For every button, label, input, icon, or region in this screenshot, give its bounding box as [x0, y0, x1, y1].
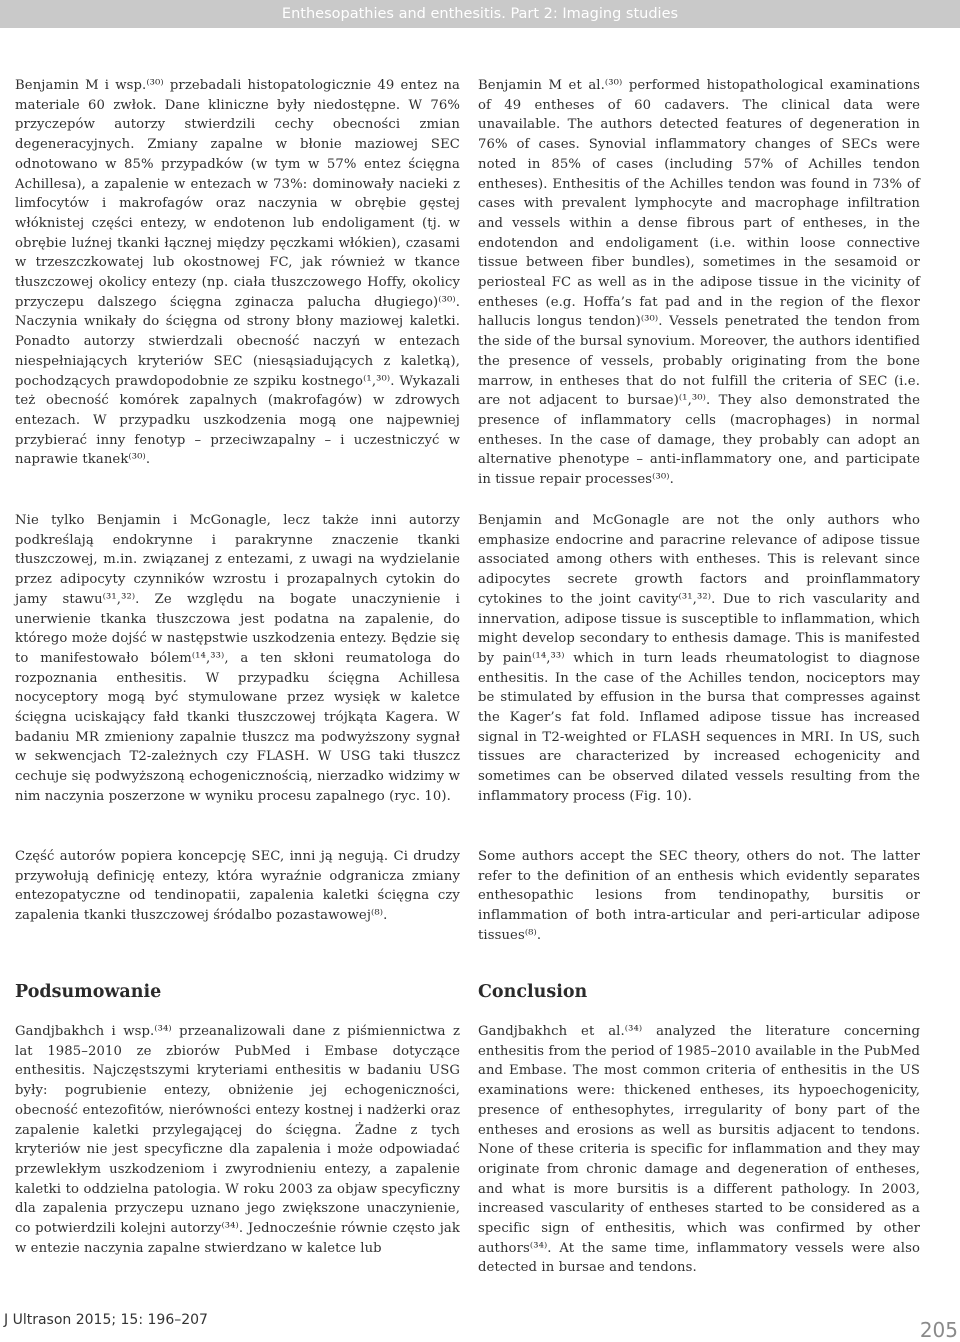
- english-paragraph-3: Some authors accept the SEC theory, others do not. The latter refer to the definition of an enthesis which evidently separates enthesopathic lesions from tendinopathy, bursitis or inflammation of both intra-articular and peri-articular adipose tissues⁽⁸⁾.: [478, 849, 920, 943]
- page-number: 205: [919, 1318, 958, 1342]
- polish-paragraph-3: Część autorów popiera koncepcję SEC, inni ją negują. Ci drudzy przywołują definicję entezy, która wyraźnie odgranicza zmiany entezopatyczne od tendinopatii, zapalenia kaletki ścięgna czy zapalenia tkanki tłuszczowej śródalbo pozastawowej⁽⁸⁾.: [15, 849, 460, 924]
- running-header: Enthesopathies and enthesitis. Part 2: Imaging studies: [0, 0, 960, 28]
- polish-paragraph-4: Gandjbakhch i wsp.⁽³⁴⁾ przeanalizowali dane z piśmiennictwa z lat 1985–2010 ze zbiorów PubMed i Embase dotyczące enthesitis. Najczęstszymi kryteriami enthesitis w badaniu USG były: pogrubienie entezy, obniżenie jej echogeniczności, obecność entezofitów, nierówności entezy kostnej i nadżerki oraz zapalenie kaletki przylegającej do ścięgna. Żadne z tych kryteriów nie jest specyficzne dla zapalenia i może odpowiadać przewlekłym uszkodzeniom i zwyrodnieniu entezy, a zapalenie kaletki to oddzielna patologia. W roku 2003 za objaw specyficzny dla zapalenia przyczepu uznano jego zwiększone unaczynienie, co potwierdzili kolejni autorzy⁽³⁴⁾. Jednocześnie równie często jak w entezie naczynia zapalne stwierdzano w kaletce lub: [15, 1024, 460, 1256]
- journal-citation: J Ultrason 2015; 15: 196–207: [4, 1312, 208, 1328]
- polish-paragraph-2: Nie tylko Benjamin i McGonagle, lecz także inni autorzy podkreślają endokrynne i parakrynne znaczenie tkanki tłuszczowej, m.in. związanej z entezami, z uwagi na wydzielanie przez adipocyty czynników wzrostu i prozapalnych cytokin do jamy stawu⁽³¹,³²⁾. Ze względu na bogate unaczynienie i unerwienie tkanka tłuszczowa jest podatna na zapalenie, do którego może dojść w następstwie uszkodzenia entezy. Będzie się to manifestowało bólem⁽¹⁴,³³⁾, a ten skłoni reumatologa do rozpoznania enthesitis. W przypadku ścięgna Achillesa nocyceptory mogą być stymulowane przez wysięk w kaletce ścięgna uciskający fałd tkanki tłuszczowej trójkąta Kagera. W badaniu MR zmieniony zapalnie tłuszcz ma podwyższony sygnał w sekwencjach T2-zależnych czy FLASH. W USG taki tłuszcz cechuje się podwyższoną echogenicznością, nierzadko widzimy w nim naczynia poszerzone w wyniku procesu zapalnego (ryc. 10).: [15, 513, 460, 804]
- section-heading-conclusion: Conclusion: [478, 982, 588, 1002]
- section-heading-podsumowanie: Podsumowanie: [15, 982, 162, 1002]
- english-paragraph-2: Benjamin and McGonagle are not the only authors who emphasize endocrine and paracrine relevance of adipose tissue associated among others with entheses. This is relevant since adipocytes secrete growth factors and proinflammatory cytokines to the joint cavity⁽³¹,³²⁾. Due to rich vascularity and innervation, adipose tissue is susceptible to inflammation, which might develop secondary to enthesis damage. This is manifested by pain⁽¹⁴,³³⁾ which in turn leads rheumatologist to diagnose enthesitis. In the case of the Achilles tendon, nociceptors may be stimulated by effusion in the bursa that compresses against the Kager’s fat fold. Inflamed adipose tissue has increased signal in T2-weighted or FLASH sequences in MRI. In US, such tissues are characterized by increased echogenicity and sometimes can be observed dilated vessels resulting from the inflammatory process (Fig. 10).: [478, 513, 920, 804]
- polish-paragraph-1: Benjamin M i wsp.⁽³⁰⁾ przebadali histopatologicznie 49 entez na materiale 60 zwłok. Dane kliniczne były niedostępne. W 76% przyczepów autorzy stwierdzili cechy obecności zmian degeneracyjnych. Zmiany zapalne w błonie maziowej SEC odnotowano w 85% przypadków (w tym w 57% entez ścięgna Achillesa), a zapalenie w entezach w 73%: dominowały nacieki z limfocytów i makrofagów oraz naczynia w obrębie gęstej włóknistej części entezy, w endotenon lub endoligament (tj. w obrębie luźnej tkanki łącznej między pęczkami włókien), czasami w trzeszczkowatej lub okostnowej FC, jak również w tkance tłuszczowej okolicy entezy (np. ciała tłuszczowego Hoffy, okolicy przyczepu dalszego ścięgna zginacza palucha długiego)⁽³⁰⁾. Naczynia wnikały do ścięgna od strony błony maziowej kaletki. Ponadto autorzy stwierdzali obecność naczyń w entezach niespełniających kryteriów SEC (niesąsiadujących z kaletką), pochodzących prawdopodobnie ze szpiku kostnego⁽¹,³⁰⁾. Wykazali też obecność komórek zapalnych (makrofagów) w zdrowych entezach. W przypadku uszkodzenia mogą one najpewniej przybierać inny fenotyp – przeciwzapalny – i uczestniczyć w naprawie tkanek⁽³⁰⁾.: [15, 78, 460, 468]
- english-paragraph-4: Gandjbakhch et al.⁽³⁴⁾ analyzed the literature concerning enthesitis from the period of 1985–2010 available in the PubMed and Embase. The most common criteria of enthesitis in the US examinations were: thickened entheses, its hypoechogenicity, presence of enthesophytes, irregularity of bony part of the entheses and erosions as well as bursitis adjacent to tendons. None of these criteria is specific for inflammation and they may originate from chronic damage and degeneration of entheses, and what is more bursitis is a different pathology. In 2003, increased vascularity of entheses started to be considered as a specific sign of enthesitis, which was confirmed by other authors⁽³⁴⁾. At the same time, inflammatory vessels were also detected in bursae and tendons.: [478, 1024, 920, 1276]
- english-paragraph-1: Benjamin M et al.⁽³⁰⁾ performed histopathological examinations of 49 entheses of 60 cadavers. The clinical data were unavailable. The authors detected features of degeneration in 76% of cases. Synovial inflammatory changes of SECs were noted in 85% of cases (including 57% of Achilles tendon entheses). Enthesitis of the Achilles tendon was found in 73% of cases with prevalent lymphocyte and macrophage infiltration and vessels within a dense fibrous part of entheses, in the endotendon and endoligament (i.e. within loose connective tissue between fiber bundles), sometimes in the sesamoid or periosteal FC as well as in the adipose tissue in the vicinity of entheses (e.g. Hoffa’s fat pad and in the region of the flexor hallucis longus tendon)⁽³⁰⁾. Vessels penetrated the tendon from the side of the bursal synovium. Moreover, the authors identified the presence of vessels, probably originating from the bone marrow, in entheses that do not fulfill the criteria of SEC (i.e. are not adjacent to bursae)⁽¹,³⁰⁾. They also demonstrated the presence of inflammatory cells (macrophages) in normal entheses. In the case of damage, they probably can adopt an alternative phenotype – anti-inflammatory one, and participate in tissue repair processes⁽³⁰⁾.: [478, 78, 920, 488]
